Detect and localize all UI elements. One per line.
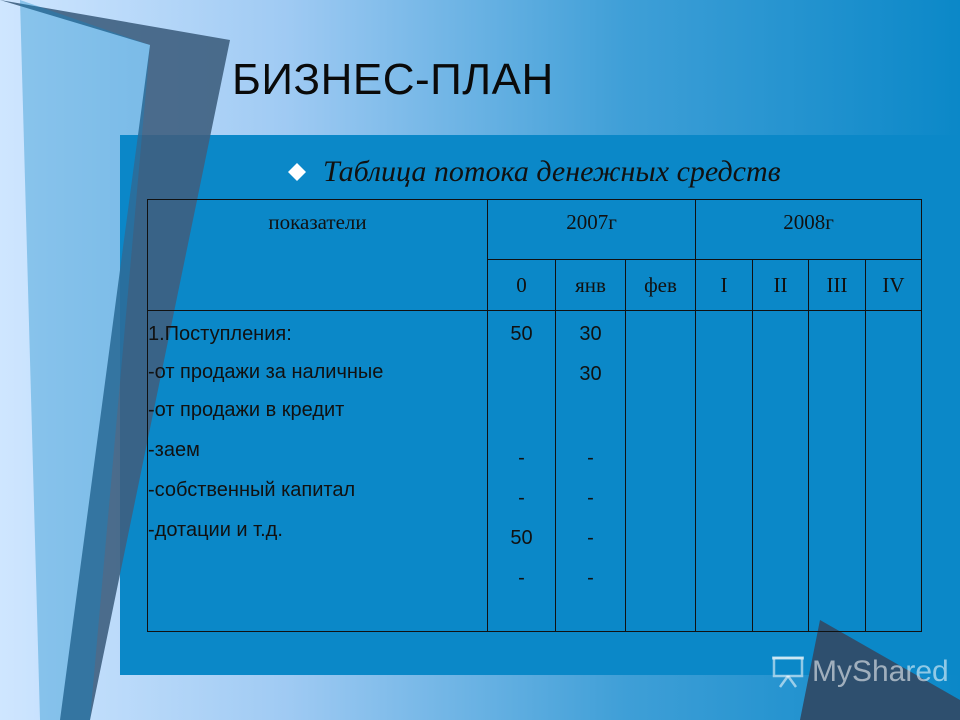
period-q2: II — [753, 260, 809, 311]
watermark — [770, 655, 949, 689]
label-subsidies: -дотации и т.д. — [148, 519, 283, 541]
col-jan-values — [556, 311, 626, 632]
period-jan: янв — [556, 260, 626, 311]
label-receipts: 1.Поступления: — [148, 323, 292, 345]
header-year-2007: 2007г — [488, 200, 696, 260]
cash-flow-table — [147, 199, 922, 632]
period-feb: фев — [626, 260, 696, 311]
jan-receipts: 30 — [579, 323, 602, 345]
jan-credit-sales: - — [587, 447, 594, 469]
header-row-years — [148, 200, 922, 260]
slide-title: БИЗНЕС-ПЛАН — [232, 55, 554, 104]
col0-receipts: 50 — [510, 323, 533, 345]
col0-cash-sales — [488, 361, 555, 445]
subtitle — [288, 155, 781, 189]
col-q2-values — [753, 311, 809, 632]
jan-cash-sales: 30 — [579, 363, 602, 385]
watermark-text: MyShared — [812, 655, 949, 688]
label-cash-sales: -от продажи за наличные — [148, 361, 384, 383]
col-q3-values — [809, 311, 866, 632]
presentation-icon — [770, 655, 806, 689]
col0-equity: 50 — [510, 527, 533, 549]
col0-subsidies: - — [518, 567, 525, 589]
jan-loan: - — [587, 487, 594, 509]
label-loan: -заем — [148, 439, 200, 461]
table-body-row — [148, 311, 922, 632]
header-indicators: показатели — [148, 200, 488, 311]
col-0-values — [488, 311, 556, 632]
period-q3: III — [809, 260, 866, 311]
jan-subsidies: - — [587, 567, 594, 589]
period-0: 0 — [488, 260, 556, 311]
subtitle-text: Таблица потока денежных средств — [323, 155, 781, 188]
header-year-2008: 2008г — [696, 200, 922, 260]
col-feb-values — [626, 311, 696, 632]
col0-loan: - — [518, 487, 525, 509]
col-q4-values — [866, 311, 922, 632]
row-labels — [148, 311, 488, 632]
col0-credit-sales: - — [518, 447, 525, 469]
label-equity: -собственный капитал — [148, 479, 356, 501]
label-credit-sales: -от продажи в кредит — [148, 399, 345, 421]
jan-equity: - — [587, 527, 594, 549]
period-q1: I — [696, 260, 753, 311]
period-q4: IV — [866, 260, 922, 311]
diamond-bullet-icon — [288, 163, 306, 181]
col-q1-values — [696, 311, 753, 632]
